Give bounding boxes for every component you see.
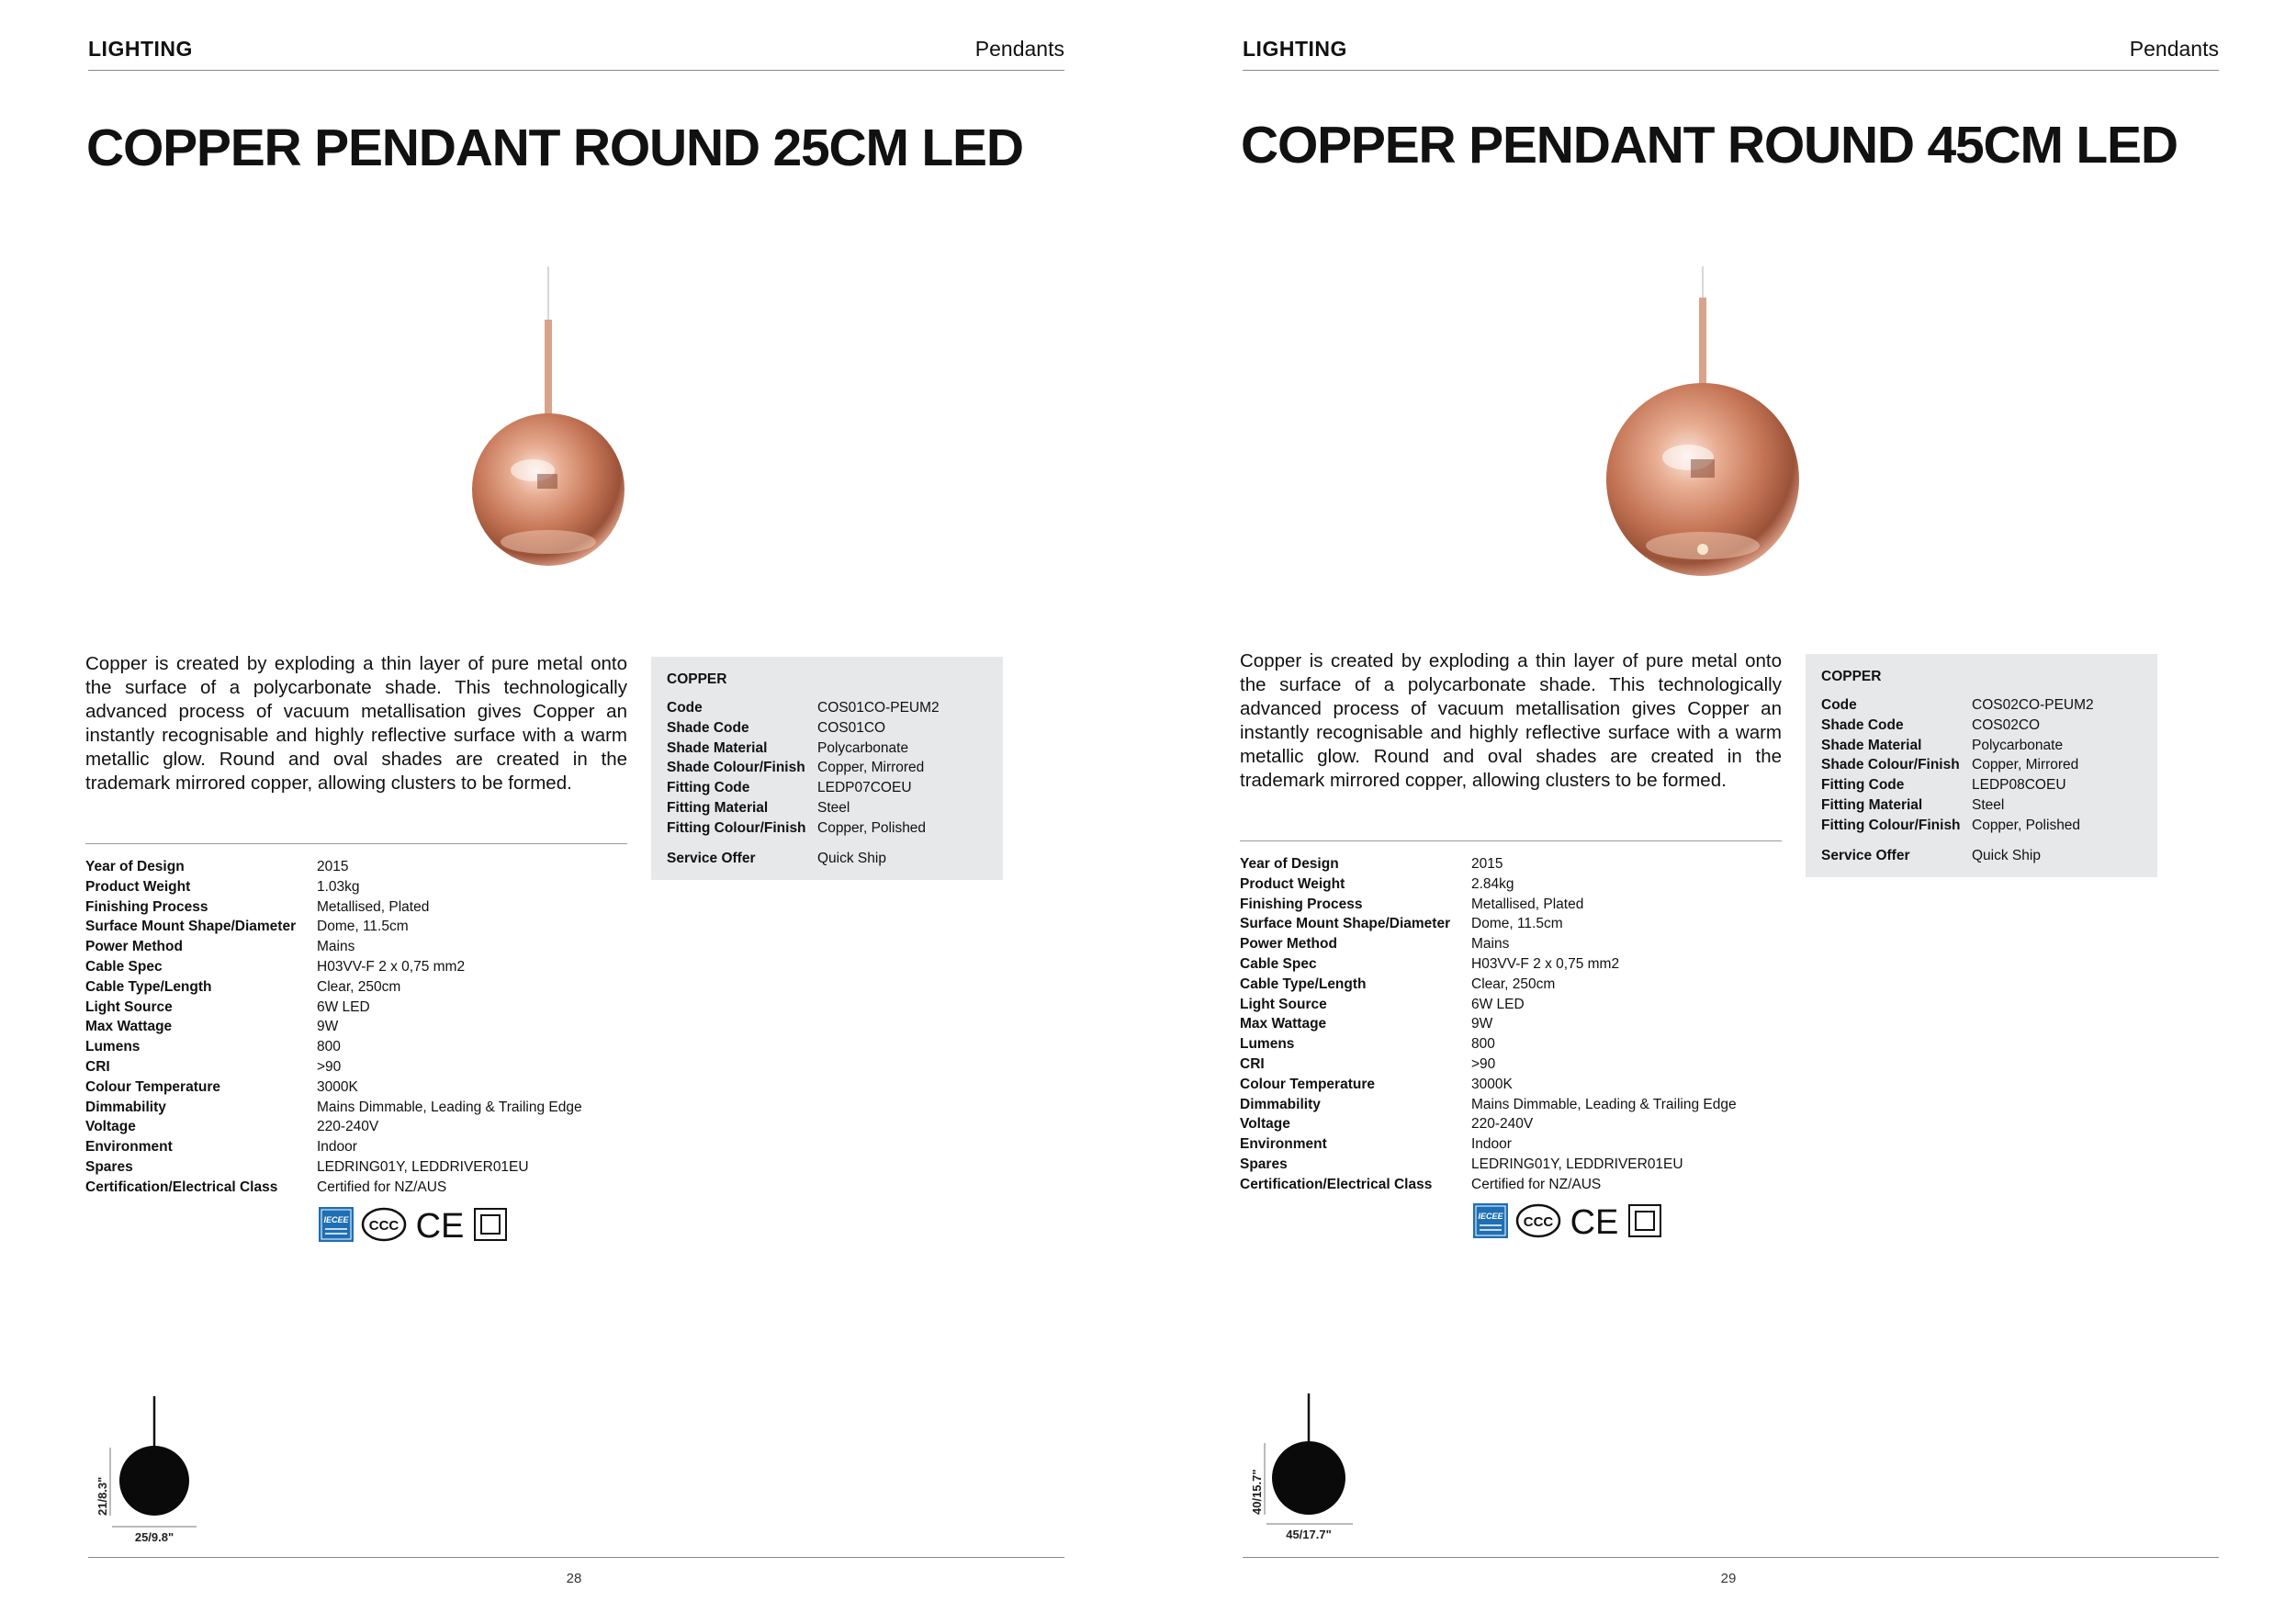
variant-row bbox=[1821, 757, 2094, 777]
spec-label: Certification/Electrical Class bbox=[1240, 1176, 1433, 1192]
header-divider bbox=[88, 70, 1064, 71]
spec-row bbox=[85, 999, 582, 1020]
spec-row bbox=[85, 1119, 582, 1139]
spec-row bbox=[1240, 897, 1737, 917]
spec-label: Product Weight bbox=[1240, 875, 1345, 892]
ccc-logo-text: CCC bbox=[1523, 1214, 1554, 1230]
spec-label: Surface Mount Shape/Diameter bbox=[85, 919, 297, 935]
variant-label: Shade Material bbox=[1821, 737, 1922, 753]
variant-row bbox=[1821, 777, 2094, 797]
variant-value: LEDP08COEU bbox=[1972, 777, 2066, 794]
variant-label: Shade Code bbox=[1821, 716, 1904, 733]
service-value: Quick Ship bbox=[817, 850, 886, 866]
spec-table bbox=[85, 859, 582, 1200]
spec-value: Clear, 250cm bbox=[317, 978, 401, 995]
variant-value: Steel bbox=[1972, 796, 2005, 813]
variant-value: COS01CO-PEUM2 bbox=[817, 700, 940, 716]
product-title: COPPER PENDANT ROUND 25CM LED bbox=[86, 118, 1023, 177]
spec-label: Environment bbox=[85, 1139, 173, 1156]
spec-value: Clear, 250cm bbox=[1471, 976, 1556, 992]
dimension-height: 40/15.7" bbox=[1250, 1469, 1264, 1515]
catalog-page-right bbox=[1154, 0, 2296, 1624]
spec-value: 3000K bbox=[1471, 1076, 1513, 1092]
spec-row bbox=[1240, 916, 1737, 936]
spec-label: Cable Type/Length bbox=[85, 978, 212, 995]
variant-label: Code bbox=[1821, 697, 1857, 713]
spec-label: Spares bbox=[1240, 1156, 1288, 1172]
spec-row bbox=[85, 919, 582, 939]
ce-logo-text: CE bbox=[1570, 1203, 1619, 1238]
variant-row bbox=[667, 740, 940, 761]
class-ii-icon bbox=[473, 1207, 508, 1242]
spec-row bbox=[85, 1159, 582, 1179]
spec-value: Mains bbox=[317, 939, 355, 955]
variant-table bbox=[1821, 697, 2094, 867]
variant-title: COPPER bbox=[1821, 669, 1882, 684]
spec-value: 800 bbox=[1471, 1036, 1495, 1053]
spec-row bbox=[1240, 976, 1737, 997]
spec-value: Dome, 11.5cm bbox=[1471, 916, 1563, 932]
service-label: Service Offer bbox=[1821, 847, 1910, 863]
spec-row bbox=[1240, 997, 1737, 1017]
spec-label: Certification/Electrical Class bbox=[85, 1179, 278, 1195]
spec-value: Mains Dimmable, Leading & Trailing Edge bbox=[317, 1099, 582, 1115]
spec-row bbox=[85, 879, 582, 899]
product-description: Copper is created by exploding a thin layer of pure metal onto the surface of a polycarbonate shade. This technologically advanced process of vacuum metallisation gives Copper an instantly recognisable and highly reflective surface with a warm metallic glow. Round and oval shades are created in the trademark mirrored copper, allowing clusters to be formed. bbox=[85, 653, 627, 794]
variant-value: COS02CO-PEUM2 bbox=[1972, 697, 2094, 713]
spec-value: 1.03kg bbox=[317, 878, 360, 895]
ce-logo-text: CE bbox=[415, 1207, 465, 1242]
spec-label: Cable Spec bbox=[1240, 955, 1317, 972]
variant-value: Polycarbonate bbox=[817, 739, 909, 756]
variant-label: Shade Material bbox=[667, 739, 768, 756]
iecee-icon bbox=[319, 1207, 354, 1242]
spec-value: Indoor bbox=[317, 1139, 357, 1156]
variant-value: COS02CO bbox=[1972, 716, 2041, 733]
spec-value: LEDRING01Y, LEDDRIVER01EU bbox=[1471, 1156, 1683, 1172]
spec-row bbox=[1240, 1097, 1737, 1117]
dimension-width: 25/9.8" bbox=[134, 1530, 174, 1544]
spec-label: Light Source bbox=[85, 998, 173, 1015]
variant-info-box bbox=[1806, 654, 2157, 877]
ce-icon bbox=[1569, 1203, 1620, 1238]
service-label: Service Offer bbox=[667, 850, 756, 866]
footer-divider bbox=[1243, 1557, 2219, 1558]
variant-label: Fitting Code bbox=[1821, 777, 1905, 794]
spec-value: Mains Dimmable, Leading & Trailing Edge bbox=[1471, 1096, 1737, 1112]
page-number: 28 bbox=[566, 1571, 582, 1586]
spec-label: Power Method bbox=[85, 939, 183, 955]
variant-label: Fitting Code bbox=[667, 780, 750, 796]
spec-table bbox=[1240, 856, 1737, 1197]
certification-icons bbox=[319, 1206, 508, 1243]
spec-value: 6W LED bbox=[317, 998, 370, 1015]
spec-label: Dimmability bbox=[85, 1099, 166, 1115]
spec-value: Indoor bbox=[1471, 1136, 1512, 1153]
spec-value: H03VV-F 2 x 0,75 mm2 bbox=[1471, 955, 1620, 972]
spec-label: Power Method bbox=[1240, 936, 1337, 953]
spec-value: Metallised, Plated bbox=[317, 898, 430, 915]
spec-value: LEDRING01Y, LEDDRIVER01EU bbox=[317, 1158, 529, 1175]
product-title: COPPER PENDANT ROUND 45CM LED bbox=[1241, 116, 2178, 175]
spec-label: Lumens bbox=[85, 1039, 141, 1055]
iecee-logo-text: IECEE bbox=[323, 1215, 349, 1224]
spec-value: 2.84kg bbox=[1471, 875, 1514, 892]
variant-row bbox=[1821, 717, 2094, 738]
spec-label: Light Source bbox=[1240, 996, 1327, 1012]
spec-row bbox=[85, 1179, 582, 1200]
variant-row bbox=[1821, 738, 2094, 758]
spec-row bbox=[85, 939, 582, 959]
variant-row bbox=[667, 800, 940, 820]
spec-label: Cable Spec bbox=[85, 958, 163, 975]
variant-value: Polycarbonate bbox=[1972, 737, 2064, 753]
spec-label: Colour Temperature bbox=[1240, 1076, 1375, 1092]
spec-value: >90 bbox=[317, 1058, 342, 1075]
spec-row bbox=[85, 859, 582, 879]
spec-label: Spares bbox=[85, 1158, 133, 1175]
variant-value: LEDP07COEU bbox=[817, 780, 912, 796]
product-image bbox=[441, 266, 661, 579]
spec-value: Metallised, Plated bbox=[1471, 896, 1584, 912]
spec-value: 6W LED bbox=[1471, 996, 1525, 1012]
spec-value: 2015 bbox=[1471, 856, 1503, 872]
spec-value: H03VV-F 2 x 0,75 mm2 bbox=[317, 958, 466, 975]
service-value: Quick Ship bbox=[1972, 847, 2041, 863]
spec-value: Certified for NZ/AUS bbox=[317, 1179, 447, 1195]
spec-label: CRI bbox=[1240, 1055, 1265, 1072]
spec-label: Dimmability bbox=[1240, 1096, 1321, 1112]
variant-table bbox=[667, 700, 940, 870]
spec-label: Lumens bbox=[1240, 1036, 1295, 1053]
spec-row bbox=[1240, 1036, 1737, 1056]
section-divider bbox=[85, 843, 627, 844]
spec-row bbox=[85, 899, 582, 919]
spec-value: Mains bbox=[1471, 936, 1510, 953]
variant-label: Shade Colour/Finish bbox=[1821, 757, 1960, 773]
spec-row bbox=[1240, 1136, 1737, 1156]
spec-row bbox=[85, 1139, 582, 1159]
spec-value: 9W bbox=[1471, 1016, 1493, 1032]
spec-value: 800 bbox=[317, 1039, 341, 1055]
spec-label: Max Wattage bbox=[1240, 1016, 1327, 1032]
spec-label: Max Wattage bbox=[85, 1019, 173, 1035]
spec-row bbox=[1240, 1016, 1737, 1036]
ccc-icon bbox=[361, 1207, 407, 1242]
variant-value: COS01CO bbox=[817, 719, 886, 736]
header-section: LIGHTING bbox=[1243, 37, 1347, 61]
variant-row bbox=[1821, 818, 2094, 838]
spec-label: Product Weight bbox=[85, 878, 191, 895]
header-category: Pendants bbox=[974, 37, 1064, 61]
variant-row bbox=[1821, 797, 2094, 818]
spec-row bbox=[85, 1059, 582, 1079]
variant-label: Fitting Material bbox=[1821, 796, 1923, 813]
service-row bbox=[1821, 838, 2094, 868]
spec-label: Colour Temperature bbox=[85, 1078, 220, 1095]
spec-label: Year of Design bbox=[1240, 856, 1339, 872]
spec-label: CRI bbox=[85, 1058, 110, 1075]
spec-row bbox=[1240, 856, 1737, 876]
spec-label: Environment bbox=[1240, 1136, 1327, 1153]
spec-row bbox=[85, 1079, 582, 1100]
variant-row bbox=[667, 720, 940, 740]
spec-row bbox=[85, 979, 582, 999]
footer-divider bbox=[88, 1557, 1064, 1558]
product-image bbox=[1595, 266, 1816, 579]
variant-value: Copper, Mirrored bbox=[1972, 757, 2079, 773]
service-row bbox=[667, 840, 940, 871]
header-category: Pendants bbox=[2129, 37, 2219, 61]
variant-info-box bbox=[651, 657, 1003, 880]
spec-label: Year of Design bbox=[85, 859, 185, 874]
variant-label: Fitting Colour/Finish bbox=[667, 819, 806, 836]
iecee-logo-text: IECEE bbox=[1478, 1212, 1503, 1221]
spec-value: 2015 bbox=[317, 859, 349, 874]
spec-label: Cable Type/Length bbox=[1240, 976, 1367, 992]
spec-value: Certified for NZ/AUS bbox=[1471, 1176, 1602, 1192]
spec-value: 220-240V bbox=[1471, 1116, 1534, 1133]
class-ii-icon bbox=[1627, 1203, 1662, 1238]
spec-row bbox=[1240, 1177, 1737, 1197]
variant-title: COPPER bbox=[667, 671, 727, 687]
ccc-logo-text: CCC bbox=[368, 1218, 400, 1234]
header-divider bbox=[1243, 70, 2219, 71]
spec-row bbox=[1240, 1156, 1737, 1177]
variant-label: Code bbox=[667, 700, 703, 716]
spec-row bbox=[1240, 876, 1737, 897]
variant-row bbox=[667, 700, 940, 720]
dimension-width: 45/17.7" bbox=[1286, 1528, 1332, 1541]
dimension-height: 21/8.3" bbox=[96, 1476, 109, 1516]
spec-row bbox=[85, 1019, 582, 1039]
spec-row bbox=[85, 1039, 582, 1059]
spec-row bbox=[1240, 956, 1737, 976]
spec-row bbox=[85, 959, 582, 979]
variant-value: Copper, Polished bbox=[1972, 817, 2081, 833]
ce-icon bbox=[414, 1207, 466, 1242]
spec-row bbox=[1240, 1077, 1737, 1097]
certification-icons bbox=[1473, 1202, 1662, 1239]
variant-value: Copper, Polished bbox=[817, 819, 927, 836]
variant-row bbox=[667, 780, 940, 800]
variant-label: Fitting Material bbox=[667, 799, 769, 816]
variant-value: Copper, Mirrored bbox=[817, 760, 925, 776]
variant-label: Shade Colour/Finish bbox=[667, 760, 805, 776]
spec-row bbox=[1240, 1116, 1737, 1136]
ccc-icon bbox=[1515, 1203, 1561, 1238]
variant-row bbox=[667, 760, 940, 780]
spec-value: 9W bbox=[317, 1019, 339, 1035]
spec-value: >90 bbox=[1471, 1055, 1496, 1072]
section-divider bbox=[1240, 840, 1782, 841]
spec-value: Dome, 11.5cm bbox=[317, 919, 409, 935]
spec-row bbox=[85, 1100, 582, 1120]
page-number: 29 bbox=[1720, 1571, 1737, 1586]
spec-label: Finishing Process bbox=[1240, 896, 1363, 912]
spec-label: Surface Mount Shape/Diameter bbox=[1240, 916, 1451, 932]
spec-label: Voltage bbox=[85, 1119, 136, 1135]
iecee-icon bbox=[1473, 1203, 1508, 1238]
spec-value: 3000K bbox=[317, 1078, 358, 1095]
dimension-drawing bbox=[1239, 1382, 1404, 1544]
dimension-drawing bbox=[84, 1385, 250, 1547]
variant-label: Fitting Colour/Finish bbox=[1821, 817, 1961, 833]
variant-label: Shade Code bbox=[667, 719, 749, 736]
spec-row bbox=[1240, 936, 1737, 956]
spec-row bbox=[1240, 1056, 1737, 1077]
spec-label: Finishing Process bbox=[85, 898, 208, 915]
spec-label: Voltage bbox=[1240, 1116, 1290, 1133]
variant-row bbox=[667, 820, 940, 840]
variant-value: Steel bbox=[817, 799, 850, 816]
variant-row bbox=[1821, 697, 2094, 717]
header-section: LIGHTING bbox=[88, 37, 193, 61]
spec-value: 220-240V bbox=[317, 1119, 379, 1135]
product-description: Copper is created by exploding a thin layer of pure metal onto the surface of a polycarbonate shade. This technologically advanced process of vacuum metallisation gives Copper an instantly recognisable and highly reflective surface with a warm metallic glow. Round and oval shades are created in the trademark mirrored copper, allowing clusters to be formed. bbox=[1240, 650, 1782, 791]
